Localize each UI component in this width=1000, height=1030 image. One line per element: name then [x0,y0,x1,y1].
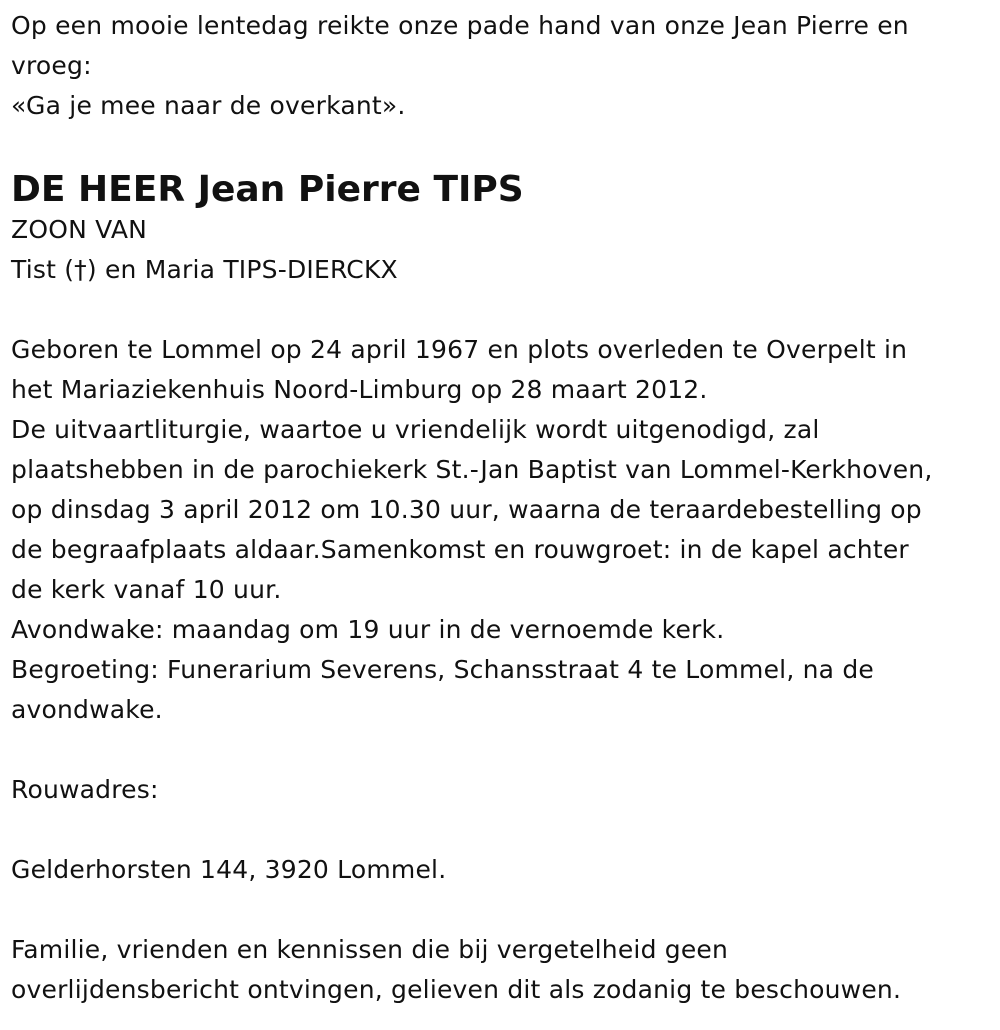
closing-line-2: overlijdensbericht ontvingen, gelieven dit als zodanig te beschouwen. [11,975,902,1004]
address-label: Rouwadres: [11,775,159,804]
spacer [11,126,991,170]
address-value: Gelderhorsten 144, 3920 Lommel. [11,855,447,884]
details-line: op dinsdag 3 april 2012 om 10.30 uur, waarna de teraardebestelling op [11,495,922,524]
details-line: Geboren te Lommel op 24 april 1967 en plots overleden te Overpelt in [11,335,908,364]
deceased-name-heading: DE HEER Jean Pierre TIPS [11,169,524,210]
details-line: de kerk vanaf 10 uur. [11,575,282,604]
details-line: het Mariaziekenhuis Noord-Limburg op 28 maart 2012. [11,375,708,404]
spacer [11,890,991,930]
intro-line-1: Op een mooie lentedag reikte onze pade hand van onze Jean Pierre en [11,11,909,40]
details-line: avondwake. [11,695,163,724]
spacer [11,290,991,330]
details-line: plaatshebben in de parochiekerk St.-Jan Baptist van Lommel-Kerkhoven, [11,455,933,484]
closing-line-1: Familie, vrienden en kennissen die bij vergetelheid geen [11,935,729,964]
intro-line-3: «Ga je mee naar de overkant». [11,91,406,120]
details-line: Avondwake: maandag om 19 uur in de vernoemde kerk. [11,615,725,644]
spacer [11,810,991,850]
intro-line-2: vroeg: [11,51,92,80]
details-line: Begroeting: Funerarium Severens, Schansstraat 4 te Lommel, na de [11,655,874,684]
parents-label: ZOON VAN [11,215,148,244]
obituary-notice [11,6,991,1010]
details-line: de begraafplaats aldaar.Samenkomst en rouwgroet: in de kapel achter [11,535,909,564]
parents-names: Tist (†) en Maria TIPS-DIERCKX [11,255,398,284]
details-line: De uitvaartliturgie, waartoe u vriendelijk wordt uitgenodigd, zal [11,415,820,444]
spacer [11,730,991,770]
